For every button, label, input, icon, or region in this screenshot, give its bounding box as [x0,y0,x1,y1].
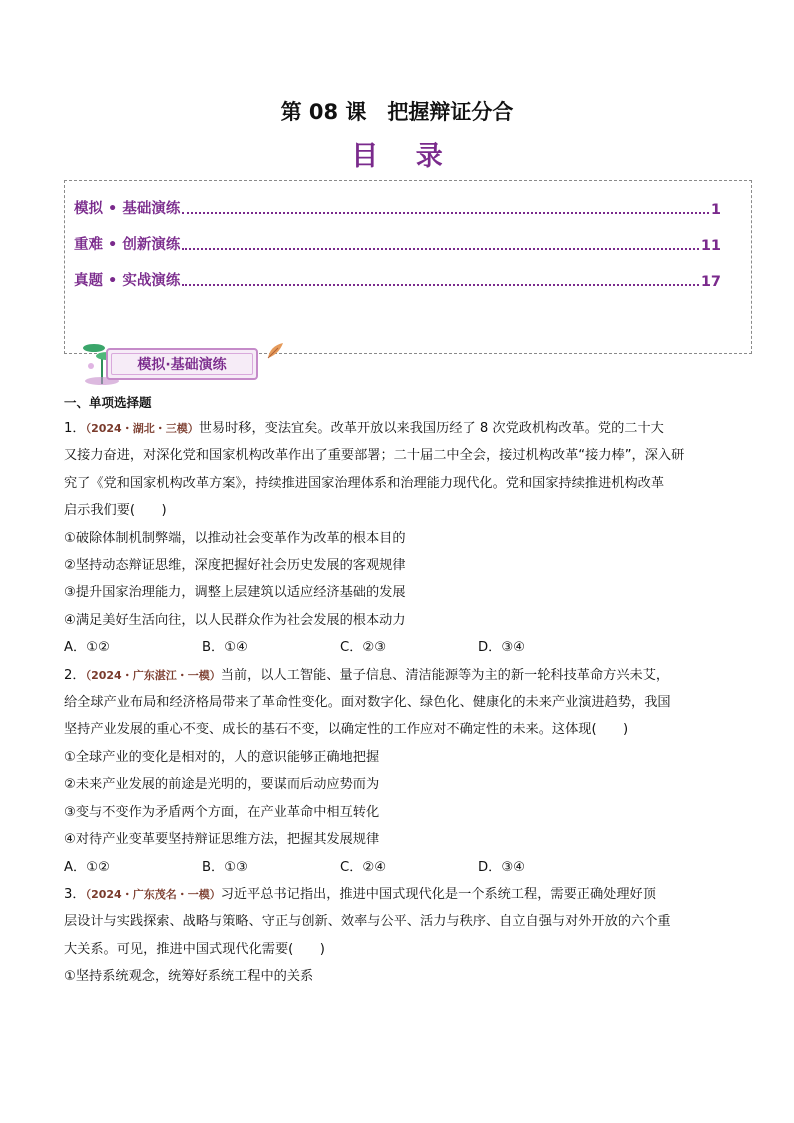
question-stem [64,881,744,908]
answer-choice-d[interactable]: D．③④ [478,640,525,656]
toc-entry-advanced[interactable] [74,232,721,254]
question-2 [64,662,744,881]
question-text-line: 层设计与实践探索、战略与策略、守正与创新、效率与公平、活力与秩序、自立自强与对外开放的六个重 [64,914,671,930]
statement-option: ①全球产业的变化是相对的，人的意识能够正确地把握 [64,749,380,765]
statement-option: ③提升国家治理能力，调整上层建筑以适应经济基础的发展 [64,585,406,601]
toc-entry-page: 1 [710,202,721,218]
answer-choices [64,854,744,881]
answer-choice-b[interactable]: B．①④ [202,640,248,656]
toc-leader-dots [182,212,709,214]
statement-option: ②坚持动态辩证思维，深度把握好社会历史发展的客观规律 [64,558,406,574]
lesson-title: 第 08 课 把握辩证分合 [280,100,514,124]
answer-choices [64,634,744,661]
statement-option: ④满足美好生活向往，以人民群众作为社会发展的根本动力 [64,612,406,628]
answer-choice-d[interactable]: D．③④ [478,859,525,875]
question-text: 当前，以人工智能、量子信息、清洁能源等为主的新一轮科技革命方兴未艾， [220,667,670,683]
answer-choice-c[interactable]: C．②④ [340,859,387,875]
question-source: （2024・湖北・三模） [85,422,199,435]
toc-entry-real-exam[interactable] [74,268,721,290]
question-text-line: 启示我们要( ) [64,503,167,519]
question-text: 世易时移，变法宜矣。改革开放以来我国历经了 8 次党政机构改革。党的二十大 [198,421,664,436]
question-text-line: 大关系。可见，推进中国式现代化需要( ) [64,941,325,957]
toc-entry-label: 重难 • 创新演练 [74,237,181,253]
question-1 [64,415,744,662]
table-of-contents [64,180,752,354]
question-text-line: 又接力奋进，对深化党和国家机构改革作出了重要部署；二十届二中全会，接过机构改革“接力棒”，深入研 [64,448,685,464]
question-text: 习近平总书记指出，推进中国式现代化是一个系统工程，需要正确处理好顶 [220,886,656,902]
section-banner [82,336,292,386]
statement-option: ④对待产业变革要坚持辩证思维方法，把握其发展规律 [64,832,380,848]
question-number: 2． [64,667,86,683]
toc-entry-label: 模拟 • 基础演练 [74,201,181,217]
toc-heading: 目 录 [351,141,457,172]
toc-entry-page: 17 [700,274,721,290]
section-title: 一、单项选择题 [64,395,152,410]
question-stem [64,415,744,442]
statement-option: ①坚持系统观念，统筹好系统工程中的关系 [64,969,314,985]
toc-entry-label: 真题 • 实战演练 [74,273,181,289]
question-content [64,392,744,991]
question-3 [64,881,744,991]
statement-option: ②未来产业发展的前途是光明的，要谋而后动应势而为 [64,777,380,793]
question-text-line: 给全球产业布局和经济格局带来了革命性变化。面对数字化、绿色化、健康化的未来产业演进趋势，我国 [64,695,671,711]
question-number: 1． [64,421,86,436]
answer-choice-c[interactable]: C．②③ [340,640,387,656]
question-source: （2024・广东湛江・一模） [85,668,221,682]
question-text-line: 究了《党和国家机构改革方案》，持续推进国家治理体系和治理能力现代化。党和国家持续推进机构改革 [64,475,665,491]
banner-frame [106,348,258,380]
toc-leader-dots [182,284,698,286]
answer-choice-a[interactable]: A．①② [64,859,110,875]
statement-option: ①破除体制机制弊端，以推动社会变革作为改革的根本目的 [64,530,406,546]
statement-option: ③变与不变作为矛盾两个方面，在产业革命中相互转化 [64,804,380,820]
question-text-line: 坚持产业发展的重心不变、成长的基石不变，以确定性的工作应对不确定性的未来。这体现( ) [64,722,629,738]
leaf-icon [264,340,286,362]
question-number: 3． [64,886,86,902]
answer-choice-b[interactable]: B．①③ [202,859,248,875]
answer-choice-a[interactable]: A．①② [64,640,110,656]
toc-entry-basic[interactable] [74,196,721,218]
question-stem [64,662,744,689]
toc-leader-dots [182,248,698,250]
question-source: （2024・广东茂名・一模） [85,887,221,901]
toc-entry-page: 11 [700,238,721,254]
banner-label: 模拟·基础演练 [111,353,253,375]
